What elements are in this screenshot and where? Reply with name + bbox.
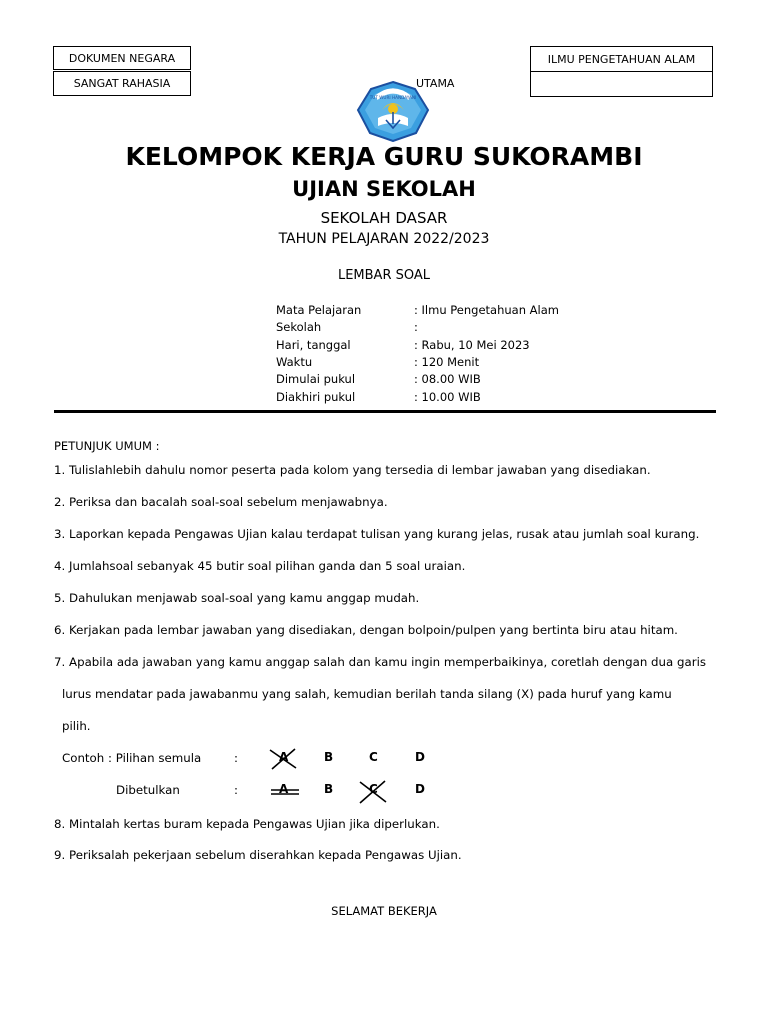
- instruction-item: 1. Tulislahlebih dahulu nomor peserta pada kolom yang tersedia di lembar jawaban yang disediakan.: [54, 463, 651, 477]
- info-value: : 10.00 WIB: [414, 390, 481, 404]
- info-label: Diakhiri pukul: [276, 390, 356, 404]
- classification-text: SANGAT RAHASIA: [73, 77, 171, 90]
- instruction-item: 9. Periksalah pekerjaan sebelum diserahkan kepada Pengawas Ujian.: [54, 848, 462, 862]
- instruction-item: 2. Periksa dan bacalah soal-soal sebelum menjawabnya.: [54, 495, 388, 509]
- instruction-item: 4. Jumlahsoal sebanyak 45 butir soal pilihan ganda dan 5 soal uraian.: [54, 559, 466, 573]
- blank-box: [530, 71, 713, 97]
- option-d: D: [415, 750, 425, 764]
- example-label-original: Contoh : Pilihan semula: [62, 751, 202, 765]
- info-label: Waktu: [276, 355, 313, 369]
- subject-box-text: ILMU PENGETAHUAN ALAM: [547, 52, 696, 66]
- instruction-item: 8. Mintalah kertas buram kepada Pengawas Ujian jika diperlukan.: [54, 817, 440, 831]
- option-b: B: [324, 782, 334, 796]
- cross-mark-icon: [268, 747, 298, 771]
- closing-text: SELAMAT BEKERJA: [331, 904, 437, 918]
- option-b: B: [324, 750, 334, 764]
- instruction-item: 7. Apabila ada jawaban yang kamu anggap salah dan kamu ingin memperbaikinya, coretlah dengan dua garis: [54, 655, 706, 669]
- info-label: Mata Pelajaran: [276, 303, 362, 317]
- info-label: Hari, tanggal: [276, 338, 351, 352]
- instruction-item: 6. Kerjakan pada lembar jawaban yang disediakan, dengan bolpoin/pulpen yang bertinta biru atau hitam.: [54, 623, 678, 637]
- double-strike-icon: [270, 784, 300, 800]
- header-divider-thick: [54, 410, 716, 413]
- info-value: : 08.00 WIB: [414, 372, 481, 386]
- option-a: A: [279, 750, 289, 764]
- option-c: C: [369, 782, 378, 796]
- exam-title: UJIAN SEKOLAH: [292, 177, 476, 201]
- info-value: : 120 Menit: [414, 355, 480, 369]
- logo-text: TUT WURI HANDAYANI: [369, 95, 417, 100]
- example-colon: :: [234, 783, 238, 797]
- instruction-item: 5. Dahulukan menjawab soal-soal yang kamu anggap mudah.: [54, 591, 420, 605]
- academic-year: TAHUN PELAJARAN 2022/2023: [278, 231, 490, 247]
- subject-box: [530, 46, 713, 72]
- classification-text: DOKUMEN NEGARA: [68, 51, 176, 65]
- info-label: Dimulai pukul: [276, 372, 356, 386]
- info-value: :: [414, 320, 418, 334]
- option-c: C: [369, 750, 378, 764]
- option-a: A: [279, 782, 289, 796]
- group-title: KELOMPOK KERJA GURU SUKORAMBI: [125, 142, 643, 171]
- option-d: D: [415, 782, 425, 796]
- utama-label: UTAMA: [416, 77, 455, 90]
- info-value: : Rabu, 10 Mei 2023: [414, 338, 530, 352]
- info-label: Sekolah: [276, 320, 322, 334]
- cross-mark-icon: [357, 779, 389, 805]
- instructions-heading: PETUNJUK UMUM :: [54, 439, 160, 453]
- example-colon: :: [234, 751, 238, 765]
- sheet-title: LEMBAR SOAL: [337, 268, 431, 283]
- info-value: : Ilmu Pengetahuan Alam: [414, 303, 559, 317]
- school-level: SEKOLAH DASAR: [320, 209, 448, 227]
- instruction-item: 3. Laporkan kepada Pengawas Ujian kalau terdapat tulisan yang kurang jelas, rusak atau jumlah soal kurang.: [54, 527, 700, 541]
- instruction-item-continued: pilih.: [62, 719, 91, 733]
- example-label-corrected: Dibetulkan: [116, 783, 180, 797]
- classification-box-top-secret: [53, 71, 191, 96]
- tut-wuri-handayani-logo-icon: [356, 80, 430, 142]
- instruction-item-continued: lurus mendatar pada jawabanmu yang salah, kemudian berilah tanda silang (X) pada huruf yang kamu: [62, 687, 672, 701]
- classification-box-state-document: [53, 46, 191, 70]
